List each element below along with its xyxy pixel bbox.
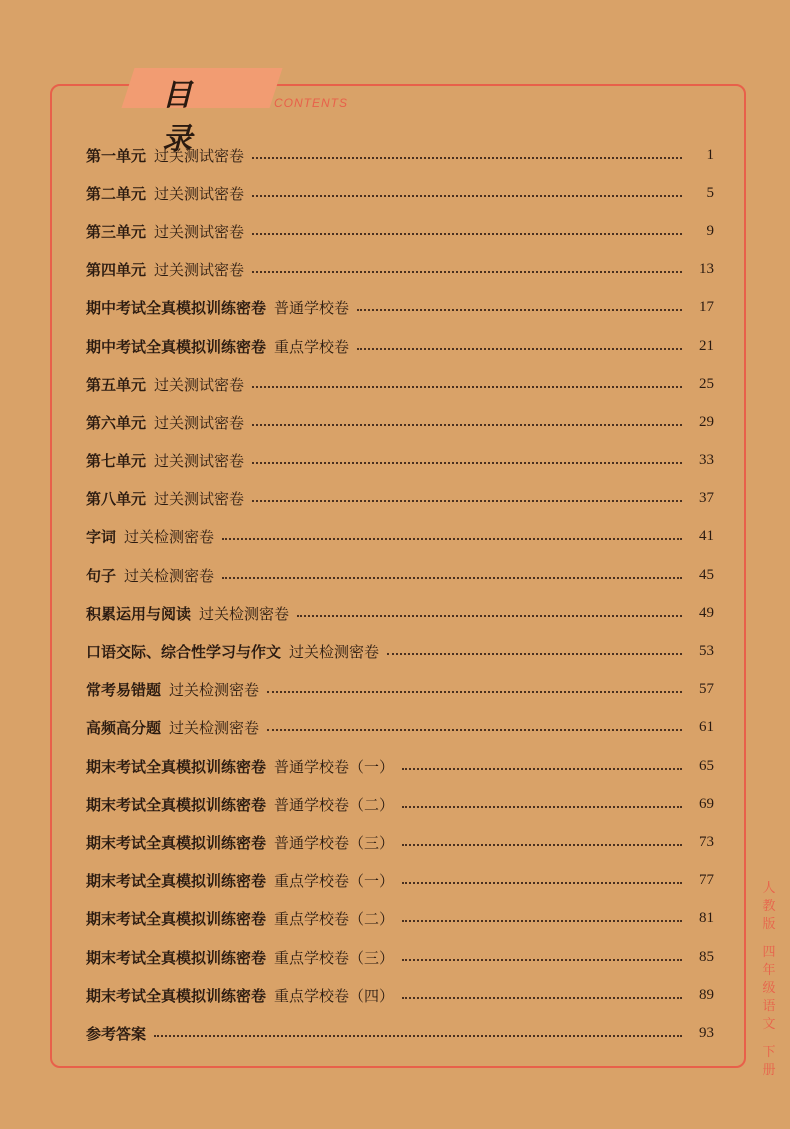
dot-leader	[357, 347, 682, 350]
toc-entry-label	[86, 603, 289, 624]
dot-leader	[402, 881, 682, 884]
dot-leader	[252, 385, 682, 388]
toc-entry-label	[86, 908, 394, 929]
dot-leader	[154, 1034, 682, 1037]
toc-entry-title: 期中考试全真模拟训练密卷	[86, 299, 267, 318]
toc-page-number: 73	[699, 833, 714, 850]
toc-entry-subtitle: 重点学校卷（三）	[274, 948, 395, 967]
toc-entry-subtitle: 重点学校卷（一）	[274, 872, 395, 891]
toc-entry[interactable]	[86, 365, 714, 403]
side-label	[758, 880, 780, 1080]
toc-entry[interactable]	[86, 174, 714, 212]
toc-entry[interactable]	[86, 518, 714, 556]
toc-page-number: 41	[699, 528, 714, 545]
toc-list	[86, 136, 714, 1053]
toc-entry[interactable]	[86, 442, 714, 480]
toc-page-number: 1	[706, 146, 714, 163]
toc-entry-subtitle: 过关测试密卷	[154, 452, 245, 471]
toc-page-number: 45	[699, 566, 714, 583]
toc-entry-title: 第二单元	[86, 184, 147, 203]
toc-entry-label	[86, 526, 214, 547]
toc-entry[interactable]	[86, 976, 714, 1014]
toc-entry-title: 第五单元	[86, 375, 147, 394]
toc-entry-subtitle: 普通学校卷（二）	[274, 795, 395, 814]
toc-page-number: 81	[699, 910, 714, 927]
toc-entry-subtitle: 过关测试密卷	[154, 184, 245, 203]
toc-entry-title: 积累运用与阅读	[86, 604, 192, 623]
toc-entry-label	[86, 947, 394, 968]
toc-page-number: 85	[699, 948, 714, 965]
toc-entry-title: 期末考试全真模拟训练密卷	[86, 872, 267, 891]
toc-entry-label	[86, 297, 349, 318]
toc-entry-title: 第三单元	[86, 222, 147, 241]
page-title: 目录	[162, 78, 194, 157]
toc-page-number: 53	[699, 643, 714, 660]
toc-entry[interactable]	[86, 251, 714, 289]
toc-entry-title: 高频高分题	[86, 719, 162, 738]
toc-entry[interactable]	[86, 671, 714, 709]
dot-leader	[252, 156, 682, 159]
toc-entry[interactable]	[86, 900, 714, 938]
dot-leader	[402, 958, 682, 961]
toc-entry[interactable]	[86, 709, 714, 747]
toc-entry[interactable]	[86, 938, 714, 976]
toc-entry-label	[86, 259, 244, 280]
toc-page-number: 29	[699, 413, 714, 430]
toc-entry-label	[86, 717, 259, 738]
toc-entry-subtitle: 过关检测密卷	[124, 528, 215, 547]
volume-label: 下 册	[762, 1045, 776, 1078]
toc-entry[interactable]	[86, 136, 714, 174]
dot-leader	[267, 728, 682, 731]
toc-page-number: 37	[699, 490, 714, 507]
toc-entry-label	[86, 221, 244, 242]
dot-leader	[297, 614, 682, 617]
toc-entry[interactable]	[86, 632, 714, 670]
toc-entry[interactable]	[86, 327, 714, 365]
toc-entry-label	[86, 832, 394, 853]
toc-entry[interactable]	[86, 823, 714, 861]
toc-entry[interactable]	[86, 862, 714, 900]
toc-entry-subtitle: 过关检测密卷	[199, 604, 290, 623]
toc-entry-subtitle: 过关检测密卷	[124, 566, 215, 585]
toc-page-number: 25	[699, 375, 714, 392]
toc-page-number: 65	[699, 757, 714, 774]
toc-page-number: 93	[699, 1024, 714, 1041]
toc-entry-subtitle: 过关检测密卷	[169, 719, 260, 738]
toc-entry-subtitle: 过关测试密卷	[154, 375, 245, 394]
dot-leader	[402, 919, 682, 922]
toc-entry-subtitle: 过关检测密卷	[169, 681, 260, 700]
toc-entry-label	[86, 336, 349, 357]
toc-entry-subtitle: 过关测试密卷	[154, 413, 245, 432]
grade-label: 四 年 级 语 文	[762, 945, 776, 1032]
toc-entry-subtitle: 过关测试密卷	[154, 222, 245, 241]
toc-page-number: 61	[699, 719, 714, 736]
toc-entry[interactable]	[86, 403, 714, 441]
page-subtitle: CONTENTS	[274, 96, 348, 110]
toc-entry-title: 期末考试全真模拟训练密卷	[86, 986, 267, 1005]
dot-leader	[402, 767, 682, 770]
toc-entry-title: 参考答案	[86, 1024, 147, 1043]
toc-entry-label	[86, 1023, 146, 1044]
toc-page-number: 13	[699, 261, 714, 278]
toc-entry[interactable]	[86, 1014, 714, 1052]
toc-entry-title: 第四单元	[86, 261, 147, 280]
toc-entry-title: 期末考试全真模拟训练密卷	[86, 948, 267, 967]
dot-leader	[252, 461, 682, 464]
toc-entry[interactable]	[86, 289, 714, 327]
toc-entry-title: 字词	[86, 528, 117, 547]
toc-entry-subtitle: 过关测试密卷	[154, 146, 245, 165]
toc-entry-subtitle: 过关测试密卷	[154, 261, 245, 280]
title-banner	[122, 68, 283, 108]
toc-entry-title: 第八单元	[86, 490, 147, 509]
toc-entry-title: 第一单元	[86, 146, 147, 165]
toc-entry-subtitle: 普通学校卷	[274, 299, 350, 318]
toc-entry-subtitle: 重点学校卷（二）	[274, 910, 395, 929]
toc-entry-label	[86, 756, 394, 777]
toc-entry-title: 期末考试全真模拟训练密卷	[86, 757, 267, 776]
toc-page-number: 77	[699, 872, 714, 889]
toc-entry-label	[86, 488, 244, 509]
toc-entry-label	[86, 565, 214, 586]
dot-leader	[252, 270, 682, 273]
toc-entry-label	[86, 870, 394, 891]
toc-entry-title: 期末考试全真模拟训练密卷	[86, 795, 267, 814]
toc-entry-title: 期末考试全真模拟训练密卷	[86, 910, 267, 929]
toc-page-number: 57	[699, 681, 714, 698]
toc-entry-label	[86, 985, 394, 1006]
dot-leader	[222, 537, 682, 540]
toc-page-number: 49	[699, 604, 714, 621]
toc-page-number: 21	[699, 337, 714, 354]
toc-entry-subtitle: 重点学校卷	[274, 337, 350, 356]
toc-page-number: 69	[699, 795, 714, 812]
toc-page-number: 17	[699, 299, 714, 316]
toc-entry-label	[86, 412, 244, 433]
toc-page-number: 89	[699, 986, 714, 1003]
dot-leader	[252, 423, 682, 426]
toc-entry-subtitle: 普通学校卷（一）	[274, 757, 395, 776]
toc-entry-subtitle: 过关检测密卷	[289, 643, 380, 662]
toc-entry-title: 常考易错题	[86, 681, 162, 700]
toc-entry-label	[86, 450, 244, 471]
edition-label: 人 教 版	[762, 881, 776, 932]
toc-entry-title: 第六单元	[86, 413, 147, 432]
toc-entry-title: 第七单元	[86, 452, 147, 471]
toc-entry[interactable]	[86, 747, 714, 785]
toc-entry[interactable]	[86, 785, 714, 823]
toc-entry-label	[86, 794, 394, 815]
toc-page-number: 5	[706, 184, 714, 201]
toc-page-number: 9	[706, 222, 714, 239]
toc-entry-label	[86, 641, 379, 662]
toc-entry-label	[86, 183, 244, 204]
toc-entry[interactable]	[86, 480, 714, 518]
toc-entry-label	[86, 679, 259, 700]
dot-leader	[402, 805, 682, 808]
dot-leader	[252, 194, 682, 197]
toc-entry-title: 口语交际、综合性学习与作文	[86, 643, 282, 662]
toc-entry-subtitle: 过关测试密卷	[154, 490, 245, 509]
toc-entry-subtitle: 普通学校卷（三）	[274, 833, 395, 852]
dot-leader	[357, 308, 682, 311]
dot-leader	[252, 499, 682, 502]
dot-leader	[387, 652, 682, 655]
dot-leader	[267, 690, 682, 693]
dot-leader	[402, 843, 682, 846]
toc-page-number: 33	[699, 452, 714, 469]
dot-leader	[402, 996, 682, 999]
dot-leader	[252, 232, 682, 235]
toc-entry-label	[86, 374, 244, 395]
toc-entry-subtitle: 重点学校卷（四）	[274, 986, 395, 1005]
toc-entry-title: 期末考试全真模拟训练密卷	[86, 833, 267, 852]
toc-entry-label	[86, 145, 244, 166]
toc-entry[interactable]	[86, 594, 714, 632]
toc-entry-title: 句子	[86, 566, 117, 585]
toc-entry[interactable]	[86, 212, 714, 250]
toc-entry-title: 期中考试全真模拟训练密卷	[86, 337, 267, 356]
toc-entry[interactable]	[86, 556, 714, 594]
dot-leader	[222, 576, 682, 579]
